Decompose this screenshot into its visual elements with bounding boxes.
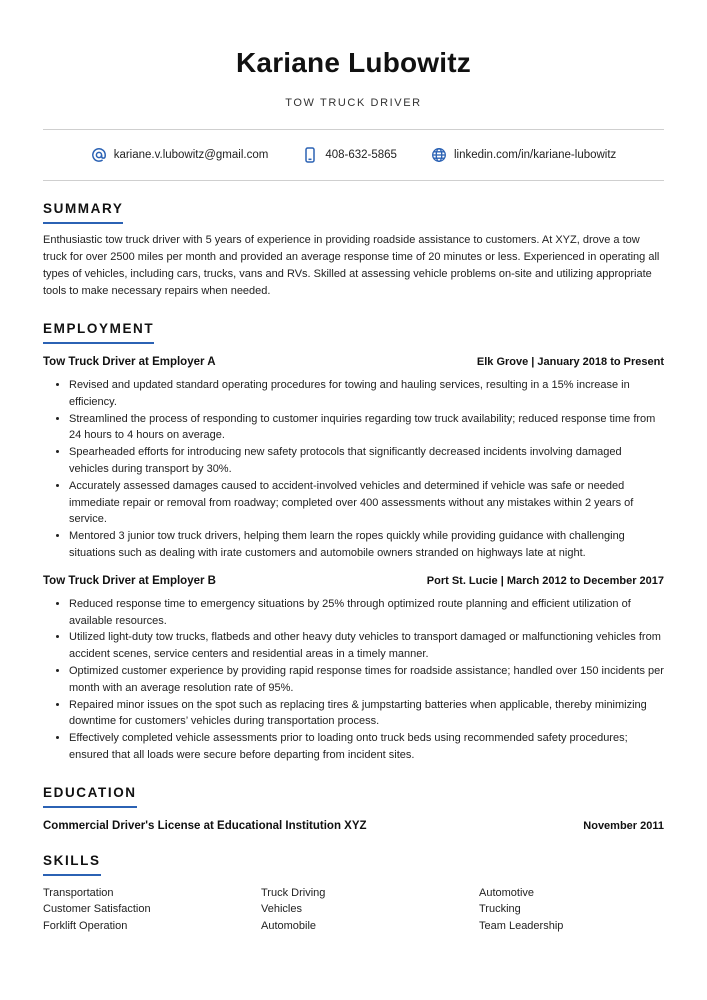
education-section <box>43 784 664 832</box>
job-bullets <box>43 596 664 764</box>
employment-heading: EMPLOYMENT <box>43 321 154 344</box>
bullet-item: • Accurately assessed damages caused to accident-involved vehicles and determined if vehicle was safe or needed immediate repair or removal from roadway; completed over 400 assessments without any mistakes within 2 years of service. <box>69 478 664 528</box>
job-title: Tow Truck Driver at Employer A <box>43 356 216 368</box>
skill-item: Truck Driving <box>261 886 326 899</box>
at-sign-icon <box>91 147 107 163</box>
skill-item: Vehicles <box>261 903 302 916</box>
bullet-item: • Optimized customer experience by providing rapid response times for roadside assistance; handled over 150 incidents per month with an average resolution rate of 95%. <box>69 663 664 697</box>
email-text: kariane.v.lubowitz@gmail.com <box>113 149 269 161</box>
job-title: Tow Truck Driver at Employer B <box>43 574 216 587</box>
phone-text: 408-632-5865 <box>325 149 397 161</box>
bullet-item: • Spearheaded efforts for introducing new safety protocols that significantly decreased incidents involving damaged vehicles during transport by 30%. <box>69 444 664 478</box>
skill-item: Customer Satisfaction <box>43 903 151 916</box>
summary-heading: SUMMARY <box>43 201 123 224</box>
bullet-item: • Repaired minor issues on the spot such as replacing tires & jumpstarting batteries when applicable, thereby minimizing downtime for customers’ vehicles during transportation process. <box>69 697 664 731</box>
bullet-item: • Utilized light-duty tow trucks, flatbeds and other heavy duty vehicles to transport damaged or malfunctioning vehicles from accident scenes, service centers and residential areas in a timely manner. <box>69 629 664 663</box>
bullet-item: • Mentored 3 junior tow truck drivers, helping them learn the ropes quickly while providing guidance with challenging situations such as dealing with irate customers and automobile owners stranded on highways late at night. <box>69 528 664 562</box>
contact-linkedin[interactable] <box>431 147 616 163</box>
bullet-item: • Streamlined the process of responding to customer inquiries regarding tow truck availability; reduced response time from 24 hours to 4 hours on average. <box>69 411 664 445</box>
skills-section <box>43 852 664 935</box>
contact-phone[interactable] <box>302 147 397 163</box>
skill-item: Transportation <box>43 886 114 899</box>
employment-section <box>43 320 664 764</box>
linkedin-text: linkedin.com/in/kariane-lubowitz <box>453 149 617 161</box>
skills-heading: SKILLS <box>43 853 101 876</box>
job-location-dates: Elk Grove | January 2018 to Present <box>476 356 664 368</box>
skill-item: Trucking <box>479 903 521 916</box>
education-heading: EDUCATION <box>43 785 137 808</box>
education-entry: Commercial Driver's License at Educational Institution XYZ <box>43 819 367 832</box>
skill-item: Automotive <box>479 886 535 899</box>
job-entry <box>43 575 664 764</box>
job-title-header: TOW TRUCK DRIVER <box>285 97 422 109</box>
globe-icon <box>431 147 447 163</box>
summary-text: Enthusiastic tow truck driver with 5 years of experience in providing roadside assistance to customers. At XYZ, drove a tow truck for over 2500 miles per month and provided an average response time of 20 minutes or less. Experienced in operating all types of vehicles, including cars, trucks, vans and RVs. Skilled at assessing vehicle problems on-site and utilizing appropriate tools to make necessary repairs when needed. <box>43 234 660 297</box>
contact-email[interactable] <box>91 147 269 163</box>
phone-icon <box>302 147 318 163</box>
skill-item: Automobile <box>261 919 317 932</box>
education-date: November 2011 <box>583 819 664 832</box>
skill-item: Team Leadership <box>479 919 564 932</box>
job-bullets <box>43 377 664 562</box>
skills-grid <box>43 885 664 935</box>
divider-bottom <box>43 180 664 181</box>
bullet-item: • Revised and updated standard operating procedures for towing and hauling services, resulting in a 15% increase in efficiency. <box>69 377 664 411</box>
bullet-item: • Reduced response time to emergency situations by 25% through optimized route planning and efficient utilization of available resources. <box>69 596 664 630</box>
candidate-name: Kariane Lubowitz <box>236 47 471 78</box>
skill-item: Forklift Operation <box>43 919 128 932</box>
bullet-item: • Effectively completed vehicle assessments prior to loading onto truck beds using recommended safety procedures; ensured that all loads were secure before departing from incident sites. <box>69 730 664 764</box>
contact-bar <box>43 130 664 180</box>
job-location-dates: Port St. Lucie | March 2012 to December 2017 <box>426 574 664 587</box>
job-entry <box>43 356 664 562</box>
summary-section <box>43 200 664 300</box>
